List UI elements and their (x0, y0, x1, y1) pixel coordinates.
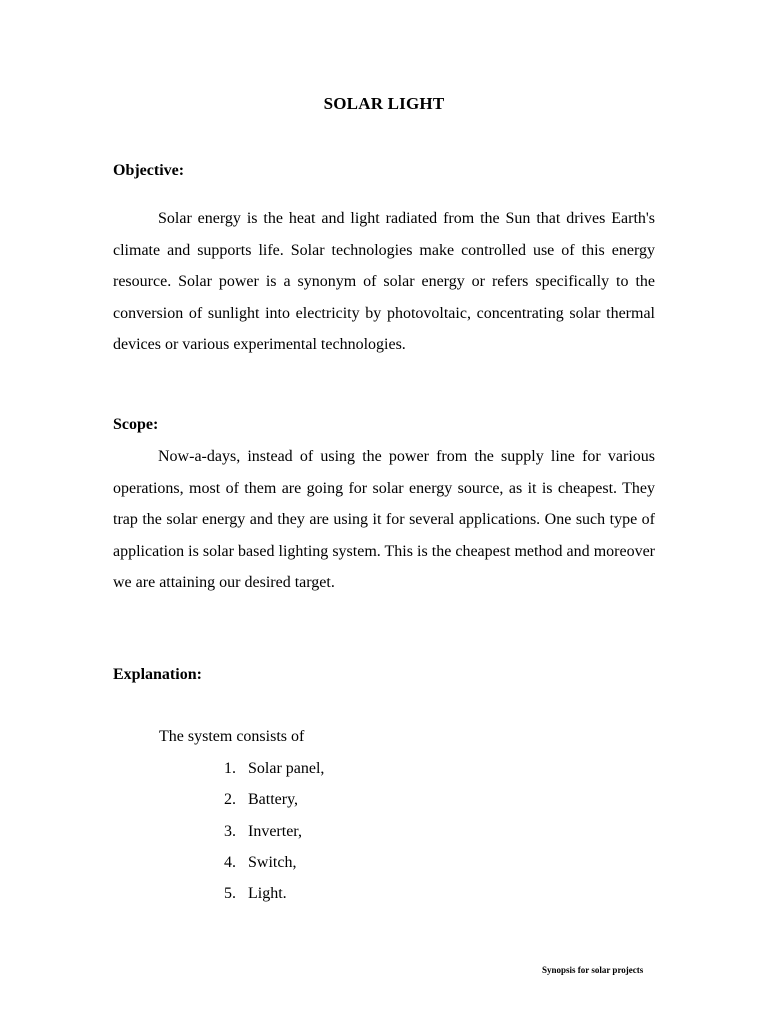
list-item-label: Light. (248, 885, 287, 903)
list-item-label: Solar panel, (248, 760, 325, 777)
list-item-number: 1. (224, 760, 236, 777)
list-item-label: Switch, (248, 853, 297, 871)
objective-paragraph: Solar energy is the heat and light radiated from the Sun that drives Earth's climate and supports life. Solar technologies make controlled use of this energy resource. Solar power is a synonym of solar energy or refers specifically to the conversion of sunlight into electricity by photovoltaic, concentrating solar thermal devices or various experimental technologies. (113, 210, 655, 353)
list-item (224, 853, 324, 884)
list-item-label: Inverter, (248, 822, 302, 840)
explanation-heading: Explanation: (113, 666, 202, 683)
list-item (224, 759, 324, 790)
list-item (224, 790, 324, 821)
component-list (224, 759, 324, 915)
list-item-number: 3. (224, 822, 236, 840)
objective-heading: Objective: (113, 162, 185, 179)
list-item (224, 822, 324, 853)
page-title: SOLAR LIGHT (323, 94, 445, 113)
scope-paragraph: Now-a-days, instead of using the power from the supply line for various operations, most of them are going for solar energy source, as it is cheapest. They trap the solar energy and they are using it for several applications. One such type of application is solar based lighting system. This is the cheapest method and moreover we are attaining our desired target. (113, 448, 655, 591)
list-item (224, 884, 324, 915)
system-intro: The system consists of (159, 728, 305, 745)
list-item-number: 2. (224, 791, 236, 809)
list-item-number: 4. (224, 853, 236, 871)
list-item-number: 5. (224, 885, 236, 903)
list-item-label: Battery, (248, 791, 299, 809)
scope-heading: Scope: (113, 416, 159, 433)
page-footer: Synopsis for solar projects (542, 965, 644, 975)
